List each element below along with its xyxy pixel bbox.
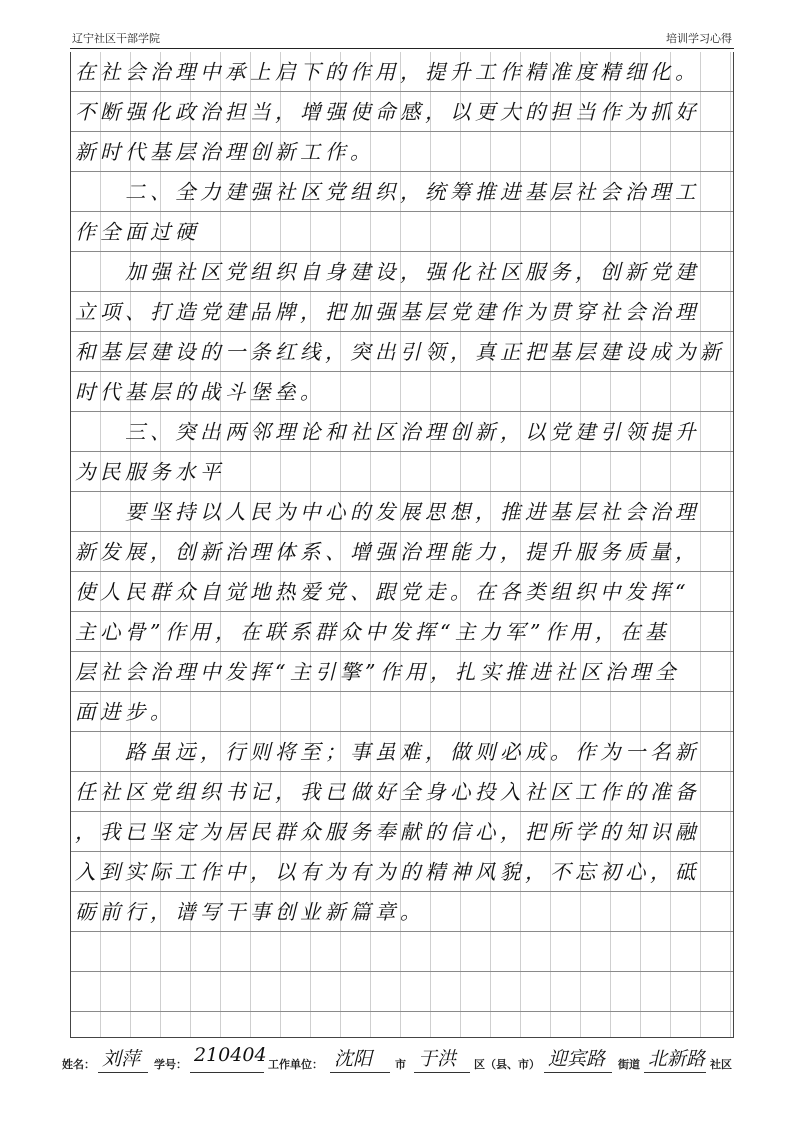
- essay-line: 为民服务水平: [75, 460, 225, 484]
- essay-line: 要坚持以人民为中心的发展思想，推进基层社会治理: [75, 500, 700, 524]
- essay-line: 立项、打造党建品牌，把加强基层党建作为贯穿社会治理: [75, 300, 700, 324]
- community-label: 社区: [710, 1058, 732, 1071]
- document-type: 培训学习心得: [666, 32, 732, 45]
- street-label: 街道: [618, 1058, 640, 1071]
- writing-grid-sheet: [70, 52, 734, 1038]
- page-header: [72, 26, 732, 48]
- essay-line: 新时代基层治理创新工作。: [75, 140, 375, 164]
- community-value: 北新路: [648, 1048, 706, 1070]
- community-underline: [644, 1072, 706, 1073]
- essay-line: 不断强化政治担当，增强使命感，以更大的担当作为抓好: [75, 100, 700, 124]
- essay-line: 路虽远，行则将至；事虽难，做则必成。作为一名新: [75, 740, 700, 764]
- essay-line: 任社区党组织书记，我已做好全身心投入社区工作的准备: [75, 780, 700, 804]
- essay-line: 砺前行，谱写干事创业新篇章。: [75, 900, 425, 924]
- street-underline: [544, 1072, 612, 1073]
- district-label: 区（县、市）: [474, 1058, 540, 1071]
- student-info-footer: [62, 1040, 742, 1080]
- essay-line: 二、全力建强社区党组织，统筹推进基层社会治理工: [75, 180, 700, 204]
- essay-line: [75, 972, 731, 1012]
- essay-line: 层社会治理中发挥“主引擎”作用，扎实推进社区治理全: [75, 660, 680, 684]
- name-underline: [98, 1072, 148, 1073]
- essay-line: [75, 932, 731, 972]
- essay-line: 和基层建设的一条红线，突出引领，真正把基层建设成为新: [75, 340, 725, 364]
- essay-line: 主心骨”作用，在联系群众中发挥“主力军”作用，在基: [75, 620, 670, 644]
- student-id-value: 210404: [194, 1044, 267, 1066]
- work-unit-label: 工作单位：: [268, 1058, 323, 1071]
- city-value: 沈阳: [334, 1048, 373, 1070]
- district-underline: [414, 1072, 470, 1073]
- essay-line: 三、突出两邻理论和社区治理创新，以党建引领提升: [75, 420, 700, 444]
- essay-line: 时代基层的战斗堡垒。: [75, 380, 325, 404]
- essay-line: 加强社区党组织自身建设，强化社区服务，创新党建: [75, 260, 700, 284]
- header-divider: [70, 48, 734, 49]
- city-label: 市: [395, 1058, 406, 1071]
- student-id-label: 学号：: [154, 1058, 187, 1071]
- essay-line: 使人民群众自觉地热爱党、跟党走。在各类组织中发挥“: [75, 580, 690, 604]
- essay-line: 作全面过硬: [75, 220, 200, 244]
- essay-line: 新发展，创新治理体系、增强治理能力，提升服务质量，: [75, 540, 700, 564]
- district-value: 于洪: [418, 1048, 457, 1070]
- street-value: 迎宾路: [548, 1048, 606, 1070]
- student-id-underline: [190, 1072, 264, 1073]
- essay-line: ，我已坚定为居民群众服务奉献的信心，把所学的知识融: [75, 820, 700, 844]
- name-value: 刘萍: [102, 1048, 141, 1070]
- city-underline: [330, 1072, 390, 1073]
- essay-line: 入到实际工作中，以有为有为的精神风貌，不忘初心，砥: [75, 860, 700, 884]
- school-name: 辽宁社区干部学院: [72, 32, 160, 45]
- essay-line: 面进步。: [75, 700, 175, 724]
- essay-line: 在社会治理中承上启下的作用，提升工作精准度精细化。: [75, 60, 700, 84]
- name-label: 姓名：: [62, 1058, 95, 1071]
